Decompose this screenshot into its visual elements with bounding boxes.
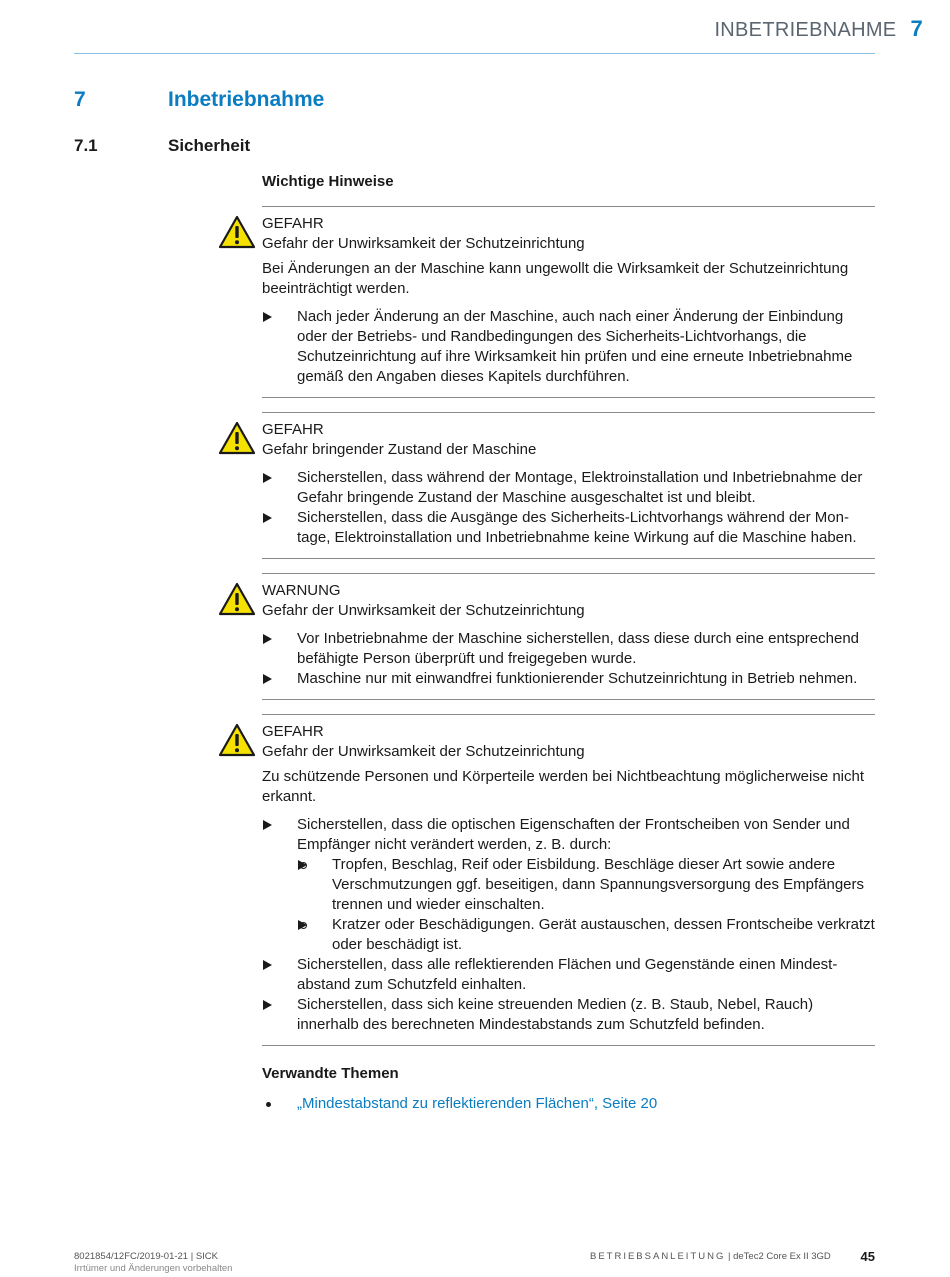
sub-list-item — [297, 855, 875, 915]
chapter-heading — [74, 88, 324, 112]
chapter-number: 7 — [74, 88, 86, 111]
header-divider — [74, 53, 875, 54]
sub-list-text: Kratzer oder Beschädigungen. Gerät austauschen, dessen Frontscheibe verkratzt oder beschädigt ist. — [332, 916, 875, 953]
action-list — [262, 468, 875, 548]
safety-notice-box — [262, 206, 875, 398]
action-item: Vor Inbetriebnahme der Maschine sicherstellen, dass diese durch eine entsprechend befähigte Person überprüft und freigegeben wurde. — [262, 629, 875, 669]
hazard-title: Gefahr der Unwirksamkeit der Schutzeinrichtung — [262, 743, 585, 760]
hazard-title: Gefahr der Unwirksamkeit der Schutzeinrichtung — [262, 602, 585, 619]
section-number: 7.1 — [74, 136, 98, 155]
hazard-description: Bei Änderungen an der Maschine kann ungewollt die Wirksamkeit der Schutzeinrichtung beeinträchtigt werden. — [262, 260, 849, 297]
safety-notice-box — [262, 573, 875, 700]
important-notes-title: Wichtige Hinweise — [262, 173, 394, 190]
warning-icon — [218, 215, 256, 249]
action-item: Sicherstellen, dass alle reflektierenden Flächen und Gegenstände einen Mindestabstand zum Schutzfeld einhalten. — [262, 955, 875, 995]
header-chapter-number: 7 — [910, 16, 923, 41]
warning-icon — [218, 421, 256, 455]
sub-list-item — [297, 915, 875, 955]
related-topic-link[interactable]: „Mindestabstand zu reflektierenden Flächen“, Seite 20 — [297, 1095, 658, 1112]
related-topic-item — [262, 1094, 875, 1114]
circle-bullet-icon — [300, 862, 307, 869]
action-list — [262, 629, 875, 689]
action-list — [262, 815, 875, 1035]
action-item: Sicherstellen, dass während der Montage, Elektroinstallation und Inbetriebnahme der Gefahr bringende Zustand der Maschine ausgeschaltet ist und bleibt. — [262, 468, 875, 508]
running-header — [714, 16, 923, 42]
footer-manual-info — [590, 1251, 831, 1262]
signal-word: GEFAHR — [262, 215, 324, 232]
hazard-title: Gefahr bringender Zustand der Maschine — [262, 441, 537, 458]
hazard-title: Gefahr der Unwirksamkeit der Schutzeinrichtung — [262, 235, 585, 252]
hazard-description: Zu schützende Personen und Körperteile werden bei Nichtbeachtung möglicherweise nicht erkannt. — [262, 768, 865, 805]
footer-disclaimer: Irrtümer und Änderungen vorbehalten — [74, 1263, 233, 1274]
safety-notice-box — [262, 412, 875, 559]
footer-doc-type: BETRIEBSANLEITUNG — [590, 1251, 726, 1262]
warning-icon — [218, 582, 256, 616]
signal-word: WARNUNG — [262, 582, 341, 599]
safety-notice-box — [262, 714, 875, 1046]
section-heading — [74, 136, 250, 156]
sub-list-text: Tropfen, Beschlag, Reif oder Eisbildung. Beschläge dieser Art sowie andere Verschmutzungen ggf. beseitigen, dann Spannungsversorgung des Empfängers trennen und wieder einschalten. — [332, 856, 865, 913]
signal-word: GEFAHR — [262, 421, 324, 438]
main-content — [262, 172, 875, 1114]
header-title: INBETRIEBNAHME — [714, 19, 897, 41]
circle-bullet-icon — [300, 922, 307, 929]
related-topics-list — [262, 1094, 875, 1114]
signal-word: GEFAHR — [262, 723, 324, 740]
action-item: Sicherstellen, dass die Ausgänge des Sicherheits-Lichtvorhangs während der Montage, Elektroinstallation und Inbetriebnahme keine Wirkung auf die Maschine haben. — [262, 508, 875, 548]
section-title: Sicherheit — [168, 136, 251, 155]
page-number: 45 — [860, 1249, 875, 1264]
action-item: Sicherstellen, dass sich keine streuenden Medien (z. B. Staub, Nebel, Rauch) innerhalb des berechneten Mindestabstands zum Schutzfeld befinden. — [262, 995, 875, 1035]
warning-icon — [218, 723, 256, 757]
action-item — [262, 815, 875, 955]
chapter-title: Inbetriebnahme — [168, 88, 325, 111]
footer-product: | deTec2 Core Ex II 3GD — [728, 1251, 831, 1262]
sub-list — [297, 855, 875, 955]
footer-doc-info — [74, 1251, 232, 1275]
action-item: Maschine nur mit einwandfrei funktionierender Schutzeinrichtung in Betrieb nehmen. — [262, 669, 875, 689]
action-item: Nach jeder Änderung an der Maschine, auch nach einer Änderung der Einbindung oder der Betriebs- und Randbedingungen des Sicherheits-Lichtvorhangs, die Schutzeinrichtung auf ihre Wirksamkeit hin prüfen und eine erneute Inbetriebnahme gemäß den Angaben dieses Kapitels durchführen. — [262, 307, 875, 387]
footer-doc-id: 8021854/12FC/2019-01-21 | SICK — [74, 1251, 219, 1262]
action-list — [262, 307, 875, 387]
action-text: Sicherstellen, dass die optischen Eigenschaften der Frontscheiben von Sender und Empfänger nicht verändert werden, z. B. durch: — [297, 816, 850, 853]
related-topics-title: Verwandte Themen — [262, 1065, 399, 1082]
